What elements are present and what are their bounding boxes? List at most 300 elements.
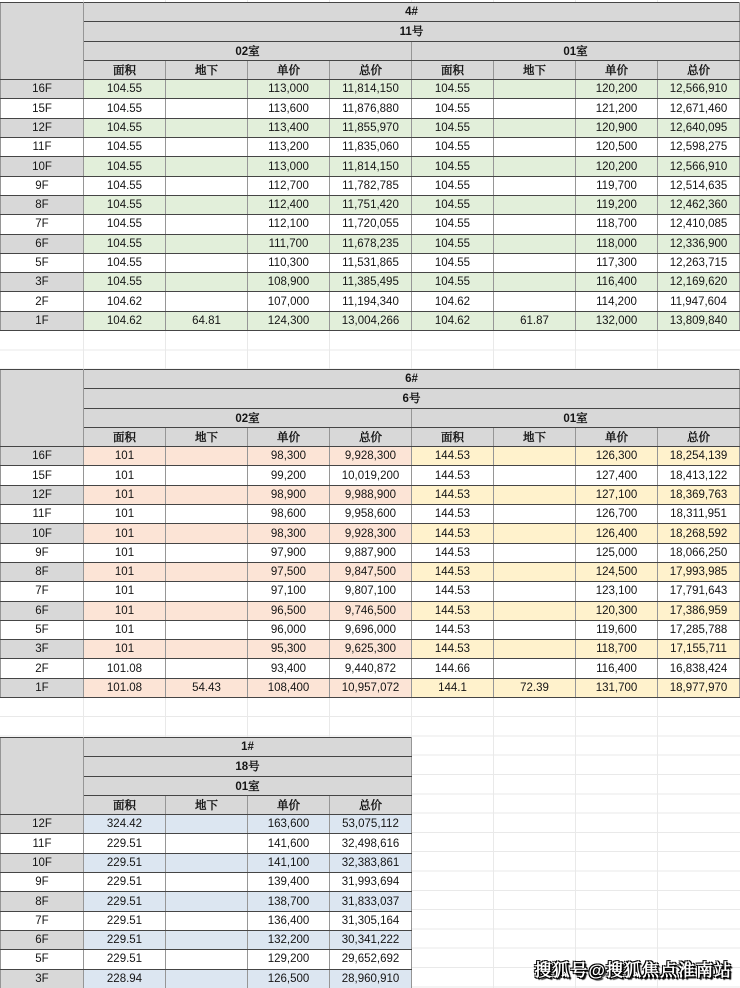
cell: 98,300 xyxy=(248,447,330,466)
floor-label: 6F xyxy=(1,930,84,949)
cell: 104.55 xyxy=(412,99,494,118)
cell xyxy=(166,911,248,930)
table-row xyxy=(1,215,740,234)
floor-label: 8F xyxy=(1,562,84,581)
cell: 229.51 xyxy=(84,853,166,872)
cell: 98,300 xyxy=(248,524,330,543)
cell: 119,600 xyxy=(576,620,658,639)
cell: 11,814,150 xyxy=(330,80,412,99)
cell: 30,341,222 xyxy=(330,930,412,949)
cell: 113,000 xyxy=(248,157,330,176)
cell: 11,835,060 xyxy=(330,138,412,157)
cell: 12,566,910 xyxy=(658,157,740,176)
floor-label: 3F xyxy=(1,969,84,988)
cell: 9,746,500 xyxy=(330,601,412,620)
cell: 10,019,200 xyxy=(330,466,412,485)
cell: 104.55 xyxy=(412,118,494,137)
cell: 97,500 xyxy=(248,562,330,581)
floor-label: 2F xyxy=(1,292,84,311)
cell: 99,200 xyxy=(248,466,330,485)
cell xyxy=(494,562,576,581)
cell: 104.55 xyxy=(84,80,166,99)
room-label: 01室 xyxy=(84,776,412,795)
table-row xyxy=(1,524,740,543)
cell: 104.55 xyxy=(84,99,166,118)
cell: 12,671,460 xyxy=(658,99,740,118)
cell: 104.55 xyxy=(84,176,166,195)
cell xyxy=(166,601,248,620)
unit-number: 18号 xyxy=(84,757,412,776)
cell xyxy=(494,620,576,639)
cell: 163,600 xyxy=(248,815,330,834)
cell xyxy=(166,215,248,234)
table-row xyxy=(1,562,740,581)
column-header: 单价 xyxy=(248,60,330,79)
cell: 112,700 xyxy=(248,176,330,195)
cell xyxy=(166,930,248,949)
cell: 9,440,872 xyxy=(330,659,412,678)
cell: 139,400 xyxy=(248,873,330,892)
cell: 11,385,495 xyxy=(330,273,412,292)
cell: 61.87 xyxy=(494,311,576,330)
cell: 144.53 xyxy=(412,447,494,466)
cell: 144.1 xyxy=(412,678,494,697)
cell: 117,300 xyxy=(576,253,658,272)
cell: 113,400 xyxy=(248,118,330,137)
table-row xyxy=(1,505,740,524)
cell: 141,100 xyxy=(248,853,330,872)
cell: 104.55 xyxy=(412,195,494,214)
cell: 126,400 xyxy=(576,524,658,543)
cell: 144.53 xyxy=(412,466,494,485)
cell: 31,305,164 xyxy=(330,911,412,930)
cell: 104.55 xyxy=(84,118,166,137)
floor-label: 8F xyxy=(1,195,84,214)
cell: 132,200 xyxy=(248,930,330,949)
watermark: 搜狐号@搜狐焦点淮南站 xyxy=(534,961,732,980)
floor-label: 9F xyxy=(1,873,84,892)
cell: 101 xyxy=(84,620,166,639)
cell: 101 xyxy=(84,543,166,562)
cell: 120,300 xyxy=(576,601,658,620)
room-label: 02室 xyxy=(84,408,412,427)
cell: 9,887,900 xyxy=(330,543,412,562)
table-row xyxy=(1,485,740,504)
cell: 126,500 xyxy=(248,969,330,988)
floor-label: 15F xyxy=(1,99,84,118)
cell: 112,100 xyxy=(248,215,330,234)
cell: 131,700 xyxy=(576,678,658,697)
cell: 104.55 xyxy=(412,234,494,253)
column-header: 地下 xyxy=(494,60,576,79)
column-header: 总价 xyxy=(658,427,740,446)
cell: 12,169,620 xyxy=(658,273,740,292)
table-row xyxy=(1,118,740,137)
table-row xyxy=(1,950,412,969)
floor-label: 1F xyxy=(1,311,84,330)
cell xyxy=(494,447,576,466)
floor-label: 12F xyxy=(1,815,84,834)
table-row xyxy=(1,582,740,601)
cell xyxy=(166,543,248,562)
floor-label: 9F xyxy=(1,543,84,562)
cell: 104.55 xyxy=(412,157,494,176)
cell xyxy=(494,640,576,659)
column-header: 地下 xyxy=(494,427,576,446)
cell xyxy=(494,659,576,678)
cell xyxy=(166,659,248,678)
cell xyxy=(166,292,248,311)
cell: 104.55 xyxy=(412,273,494,292)
floor-label: 3F xyxy=(1,273,84,292)
table-row xyxy=(1,815,412,834)
table-row xyxy=(1,543,740,562)
cell: 104.55 xyxy=(84,234,166,253)
cell: 9,928,300 xyxy=(330,447,412,466)
cell: 18,268,592 xyxy=(658,524,740,543)
cell: 101 xyxy=(84,601,166,620)
cell: 104.55 xyxy=(412,138,494,157)
cell: 9,988,900 xyxy=(330,485,412,504)
column-header: 总价 xyxy=(330,795,412,814)
column-header: 地下 xyxy=(166,795,248,814)
cell xyxy=(166,969,248,988)
table-row xyxy=(1,292,740,311)
floor-label: 3F xyxy=(1,640,84,659)
table-row xyxy=(1,601,740,620)
cell: 17,285,788 xyxy=(658,620,740,639)
cell xyxy=(494,601,576,620)
building-title: 1# xyxy=(84,738,412,757)
cell: 17,155,711 xyxy=(658,640,740,659)
cell: 97,900 xyxy=(248,543,330,562)
table-row xyxy=(1,678,740,697)
table-row xyxy=(1,930,412,949)
cell: 11,876,880 xyxy=(330,99,412,118)
cell: 144.53 xyxy=(412,640,494,659)
cell: 104.62 xyxy=(84,311,166,330)
cell: 229.51 xyxy=(84,834,166,853)
column-header: 单价 xyxy=(576,427,658,446)
column-header: 地下 xyxy=(166,60,248,79)
cell xyxy=(494,292,576,311)
cell: 12,462,360 xyxy=(658,195,740,214)
floor-label: 16F xyxy=(1,447,84,466)
column-header: 面积 xyxy=(84,427,166,446)
cell: 108,400 xyxy=(248,678,330,697)
cell: 229.51 xyxy=(84,950,166,969)
table-row xyxy=(1,969,412,988)
cell: 229.51 xyxy=(84,892,166,911)
cell: 144.53 xyxy=(412,562,494,581)
cell: 127,100 xyxy=(576,485,658,504)
floor-label: 11F xyxy=(1,834,84,853)
room-label: 01室 xyxy=(412,408,740,427)
building-title: 4# xyxy=(84,3,740,22)
price-table-building-1 xyxy=(0,737,412,988)
table-row xyxy=(1,234,740,253)
cell: 144.53 xyxy=(412,620,494,639)
cell: 101.08 xyxy=(84,678,166,697)
cell: 11,194,340 xyxy=(330,292,412,311)
cell: 11,855,970 xyxy=(330,118,412,137)
cell xyxy=(166,892,248,911)
cell: 31,993,694 xyxy=(330,873,412,892)
cell: 104.62 xyxy=(412,311,494,330)
cell: 144.53 xyxy=(412,485,494,504)
floor-label: 6F xyxy=(1,234,84,253)
table-row xyxy=(1,99,740,118)
cell: 11,947,604 xyxy=(658,292,740,311)
cell: 53,075,112 xyxy=(330,815,412,834)
cell: 18,066,250 xyxy=(658,543,740,562)
cell xyxy=(166,138,248,157)
cell xyxy=(166,485,248,504)
cell: 120,200 xyxy=(576,157,658,176)
cell xyxy=(166,234,248,253)
cell xyxy=(166,853,248,872)
cell: 32,498,616 xyxy=(330,834,412,853)
cell: 18,413,122 xyxy=(658,466,740,485)
cell: 101 xyxy=(84,640,166,659)
cell xyxy=(166,157,248,176)
cell: 104.55 xyxy=(412,215,494,234)
cell: 104.55 xyxy=(412,176,494,195)
cell xyxy=(494,157,576,176)
cell: 18,369,763 xyxy=(658,485,740,504)
cell: 12,598,275 xyxy=(658,138,740,157)
cell: 104.55 xyxy=(84,215,166,234)
table-row xyxy=(1,176,740,195)
cell: 72.39 xyxy=(494,678,576,697)
floor-label: 8F xyxy=(1,892,84,911)
cell xyxy=(494,99,576,118)
cell: 119,700 xyxy=(576,176,658,195)
cell xyxy=(166,815,248,834)
cell: 144.53 xyxy=(412,543,494,562)
cell: 9,847,500 xyxy=(330,562,412,581)
cell xyxy=(494,543,576,562)
column-header: 总价 xyxy=(330,427,412,446)
cell: 104.55 xyxy=(84,157,166,176)
table-row xyxy=(1,273,740,292)
cell: 118,700 xyxy=(576,215,658,234)
table-row xyxy=(1,195,740,214)
cell: 104.55 xyxy=(84,195,166,214)
cell: 104.62 xyxy=(84,292,166,311)
floor-label: 11F xyxy=(1,505,84,524)
cell: 104.55 xyxy=(84,138,166,157)
cell: 111,700 xyxy=(248,234,330,253)
cell: 125,000 xyxy=(576,543,658,562)
cell: 11,814,150 xyxy=(330,157,412,176)
cell: 127,400 xyxy=(576,466,658,485)
unit-number: 6号 xyxy=(84,389,740,408)
cell: 101 xyxy=(84,447,166,466)
table-row xyxy=(1,138,740,157)
floor-label: 12F xyxy=(1,485,84,504)
cell: 16,838,424 xyxy=(658,659,740,678)
column-header: 面积 xyxy=(412,427,494,446)
cell: 64.81 xyxy=(166,311,248,330)
floor-label: 5F xyxy=(1,950,84,969)
table-row xyxy=(1,620,740,639)
cell xyxy=(166,273,248,292)
floor-label: 12F xyxy=(1,118,84,137)
corner-cell xyxy=(1,738,84,815)
corner-cell xyxy=(1,3,84,80)
table-row xyxy=(1,311,740,330)
cell xyxy=(166,873,248,892)
cell: 54.43 xyxy=(166,678,248,697)
cell: 144.53 xyxy=(412,524,494,543)
cell: 96,000 xyxy=(248,620,330,639)
cell: 104.55 xyxy=(412,80,494,99)
cell xyxy=(494,195,576,214)
floor-label: 7F xyxy=(1,215,84,234)
cell: 18,977,970 xyxy=(658,678,740,697)
cell xyxy=(166,640,248,659)
cell: 104.62 xyxy=(412,292,494,311)
cell: 101 xyxy=(84,466,166,485)
room-label: 01室 xyxy=(412,41,740,60)
cell: 229.51 xyxy=(84,873,166,892)
cell xyxy=(166,582,248,601)
room-label: 02室 xyxy=(84,41,412,60)
column-header: 地下 xyxy=(166,427,248,446)
column-header: 面积 xyxy=(412,60,494,79)
floor-label: 10F xyxy=(1,853,84,872)
cell: 9,625,300 xyxy=(330,640,412,659)
column-header: 面积 xyxy=(84,60,166,79)
cell xyxy=(494,80,576,99)
cell: 116,400 xyxy=(576,659,658,678)
cell: 229.51 xyxy=(84,930,166,949)
table-row xyxy=(1,253,740,272)
cell: 108,900 xyxy=(248,273,330,292)
cell: 12,263,715 xyxy=(658,253,740,272)
table-row xyxy=(1,659,740,678)
cell: 11,531,865 xyxy=(330,253,412,272)
floor-label: 7F xyxy=(1,911,84,930)
cell: 119,200 xyxy=(576,195,658,214)
floor-label: 5F xyxy=(1,620,84,639)
table-row xyxy=(1,873,412,892)
cell: 18,254,139 xyxy=(658,447,740,466)
cell: 12,640,095 xyxy=(658,118,740,137)
cell: 144.53 xyxy=(412,582,494,601)
cell: 123,100 xyxy=(576,582,658,601)
floor-label: 7F xyxy=(1,582,84,601)
cell: 13,004,266 xyxy=(330,311,412,330)
cell: 11,782,785 xyxy=(330,176,412,195)
cell xyxy=(494,118,576,137)
floor-label: 16F xyxy=(1,80,84,99)
cell xyxy=(494,505,576,524)
cell xyxy=(166,447,248,466)
cell: 113,000 xyxy=(248,80,330,99)
cell xyxy=(494,273,576,292)
cell: 98,600 xyxy=(248,505,330,524)
cell: 31,833,037 xyxy=(330,892,412,911)
table-row xyxy=(1,466,740,485)
cell: 101 xyxy=(84,505,166,524)
cell: 9,928,300 xyxy=(330,524,412,543)
cell: 120,900 xyxy=(576,118,658,137)
table-row xyxy=(1,853,412,872)
cell xyxy=(166,834,248,853)
cell: 96,500 xyxy=(248,601,330,620)
cell xyxy=(166,176,248,195)
cell: 97,100 xyxy=(248,582,330,601)
cell: 98,900 xyxy=(248,485,330,504)
cell: 17,386,959 xyxy=(658,601,740,620)
cell: 9,696,000 xyxy=(330,620,412,639)
cell: 17,791,643 xyxy=(658,582,740,601)
cell: 104.55 xyxy=(412,253,494,272)
cell xyxy=(166,524,248,543)
cell: 120,500 xyxy=(576,138,658,157)
cell xyxy=(494,253,576,272)
cell: 112,400 xyxy=(248,195,330,214)
floor-label: 6F xyxy=(1,601,84,620)
cell: 144.53 xyxy=(412,505,494,524)
cell xyxy=(166,950,248,969)
floor-label: 11F xyxy=(1,138,84,157)
cell: 101 xyxy=(84,562,166,581)
cell: 113,200 xyxy=(248,138,330,157)
cell: 129,200 xyxy=(248,950,330,969)
cell: 104.55 xyxy=(84,273,166,292)
cell: 144.66 xyxy=(412,659,494,678)
cell: 116,400 xyxy=(576,273,658,292)
table-row xyxy=(1,447,740,466)
floor-label: 5F xyxy=(1,253,84,272)
cell: 118,000 xyxy=(576,234,658,253)
cell xyxy=(166,118,248,137)
table-row xyxy=(1,80,740,99)
cell: 12,410,085 xyxy=(658,215,740,234)
corner-cell xyxy=(1,370,84,447)
cell: 93,400 xyxy=(248,659,330,678)
floor-label: 9F xyxy=(1,176,84,195)
table-row xyxy=(1,157,740,176)
cell: 126,300 xyxy=(576,447,658,466)
cell: 13,809,840 xyxy=(658,311,740,330)
column-header: 单价 xyxy=(576,60,658,79)
cell: 124,500 xyxy=(576,562,658,581)
table-row xyxy=(1,911,412,930)
cell: 121,200 xyxy=(576,99,658,118)
cell xyxy=(166,620,248,639)
cell: 107,000 xyxy=(248,292,330,311)
table-row xyxy=(1,892,412,911)
table-row xyxy=(1,640,740,659)
cell xyxy=(494,582,576,601)
cell: 132,000 xyxy=(576,311,658,330)
column-header: 总价 xyxy=(658,60,740,79)
cell: 18,311,951 xyxy=(658,505,740,524)
building-title: 6# xyxy=(84,370,740,389)
cell xyxy=(166,253,248,272)
column-header: 面积 xyxy=(84,795,166,814)
unit-number: 11号 xyxy=(84,22,740,41)
cell: 12,336,900 xyxy=(658,234,740,253)
cell xyxy=(494,215,576,234)
cell: 11,751,420 xyxy=(330,195,412,214)
cell: 9,958,600 xyxy=(330,505,412,524)
cell: 118,700 xyxy=(576,640,658,659)
